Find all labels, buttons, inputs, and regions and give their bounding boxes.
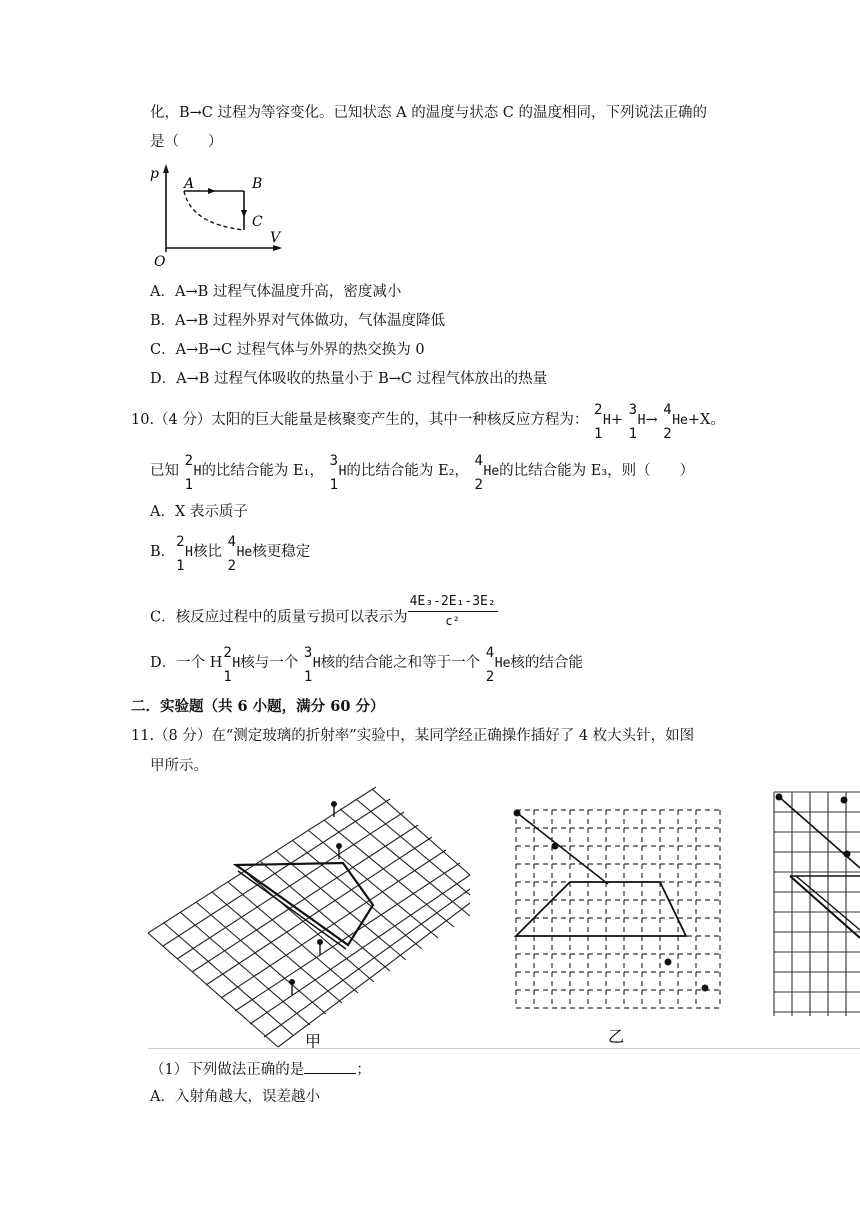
figure-bing-cropped <box>770 788 860 1020</box>
q9-option-d: D．A→B 过程气体吸收的热量小于 B→C 过程气体放出的热量 <box>150 371 548 387</box>
figure-yi <box>508 802 728 1047</box>
q11-line1: 11.（8 分）在“测定玻璃的折射率”实验中，某同学经正确操作插好了 4 枚大头针，如图 <box>131 728 695 744</box>
section-title: 二．实验题（共 6 小题，满分 60 分） <box>131 698 385 715</box>
q9-option-b: B．A→B 过程外界对气体做功，气体温度降低 <box>150 313 446 329</box>
q10-stem: 10.（4 分）太阳的巨大能量是核聚变产生的，其中一种核反应方程为： 2 1 H+ 3 1 H→ 4 2 He+X。 <box>131 402 725 442</box>
q10-option-a: A．X 表示质子 <box>150 504 248 520</box>
q10-option-b: B． 2 1 H核比 4 2 He核更稳定 <box>150 534 311 574</box>
q11-line2: 甲所示。 <box>150 758 208 774</box>
figure-jia-label: 甲 <box>304 1032 322 1050</box>
point-b-label: B <box>252 176 263 192</box>
point-c-label: C <box>252 214 263 230</box>
figure-jia <box>148 785 478 1050</box>
q9-stem-line2: 是（ ） <box>150 134 223 150</box>
axis-p-label: p <box>150 166 159 182</box>
q11-sub1: （1）下列做法正确的是 ； <box>150 1059 371 1080</box>
axis-v-label: V <box>270 230 281 246</box>
q9-option-c: C．A→B→C 过程气体与外界的热交换为 0 <box>150 342 425 358</box>
q9-option-a: A．A→B 过程气体温度升高，密度减小 <box>150 284 402 300</box>
figure-yi-label: 乙 <box>607 1027 625 1046</box>
q9-stem-line1: 化，B→C 过程为等容变化。已知状态 A 的温度与状态 C 的温度相同，下列说法正确的 <box>150 105 708 121</box>
answer-blank[interactable] <box>304 1059 356 1074</box>
q10-option-c: C．核反应过程中的质量亏损可以表示为 $\frac{\text{4E₃-2E₁-3E₂}}{\text{c²}}$ <box>150 594 496 628</box>
mass-defect-fraction: $\frac{\text{4E₃-2E₁-3E₂}}{\text{c²}}$ <box>409 594 496 628</box>
q10-given: 已知 2 1 H的比结合能为 E₁， 3 1 H的比结合能为 E₂， 4 2 He的比结合能为 E₃，则（ ） <box>150 453 695 493</box>
q10-prefix: 10.（4 分）太阳的巨大能量是核聚变产生的，其中一种核反应方程为： <box>131 412 589 428</box>
deuterium-nuclide: 2 1 <box>594 402 603 442</box>
point-a-label: A <box>184 176 195 192</box>
q11-sub1-option-a: A．入射角越大，误差越小 <box>150 1089 320 1105</box>
q10-option-d: D．一个 H 2 1 H核与一个 3 1 H核的结合能之和等于一个 4 2 He核的结合能 <box>150 645 583 685</box>
origin-label: O <box>154 254 166 270</box>
figure-divider <box>148 1048 860 1049</box>
pv-diagram <box>146 160 296 272</box>
helium-nuclide: 4 2 <box>663 402 672 442</box>
tritium-nuclide: 3 1 <box>628 402 638 442</box>
